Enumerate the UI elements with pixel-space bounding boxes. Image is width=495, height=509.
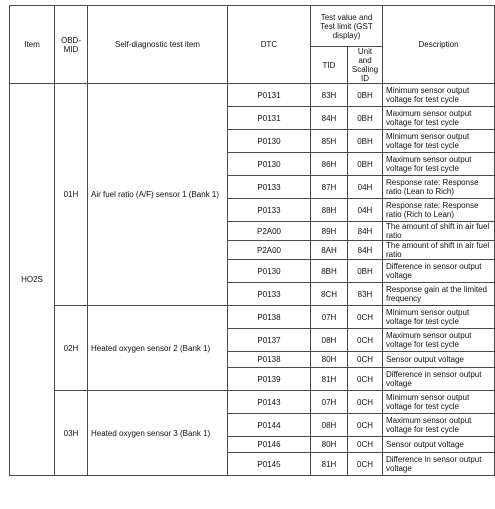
tid-cell: 87H [311, 176, 348, 199]
unit-scaling-cell: 84H [348, 222, 383, 241]
description-cell: Minimum sensor output voltage for test cycle [383, 391, 495, 414]
unit-scaling-cell: 0BH [348, 130, 383, 153]
header-description: Description [383, 6, 495, 84]
unit-scaling-cell: 0CH [348, 329, 383, 352]
description-cell: Response gain at the limited frequency [383, 283, 495, 306]
tid-cell: 8AH [311, 241, 348, 260]
description-cell: Response rate: Response ratio (Lean to Rich) [383, 176, 495, 199]
obd-table-container [9, 5, 495, 476]
description-cell: Difference in sensor output voltage [383, 453, 495, 476]
dtc-cell: P0138 [228, 306, 311, 329]
obd-self-diagnostic-table [9, 5, 495, 476]
header-unit-scaling-id: Unit and Scaling ID [348, 47, 383, 84]
description-cell: Minimum sensor output voltage for test cycle [383, 84, 495, 107]
unit-scaling-cell: 0CH [348, 391, 383, 414]
tid-cell: 80H [311, 437, 348, 453]
tid-cell: 80H [311, 352, 348, 368]
header-tid: TID [311, 47, 348, 84]
unit-scaling-cell: 0BH [348, 84, 383, 107]
description-cell: Maximum sensor output voltage for test cycle [383, 414, 495, 437]
tid-cell: 83H [311, 84, 348, 107]
item-cell: HO2S [10, 84, 55, 476]
obd-mid-cell: 03H [55, 391, 88, 476]
dtc-cell: P0130 [228, 130, 311, 153]
tid-cell: 85H [311, 130, 348, 153]
dtc-cell: P0131 [228, 84, 311, 107]
description-cell: Minimum sensor output voltage for test cycle [383, 306, 495, 329]
unit-scaling-cell: 04H [348, 199, 383, 222]
dtc-cell: P0133 [228, 199, 311, 222]
tid-cell: 81H [311, 368, 348, 391]
unit-scaling-cell: 0CH [348, 414, 383, 437]
obd-mid-cell: 02H [55, 306, 88, 391]
test-item-cell: Air fuel ratio (A/F) sensor 1 (Bank 1) [88, 84, 228, 306]
tid-cell: 08H [311, 414, 348, 437]
unit-scaling-cell: 83H [348, 283, 383, 306]
dtc-cell: P0143 [228, 391, 311, 414]
description-cell: Minimum sensor output voltage for test cycle [383, 130, 495, 153]
unit-scaling-cell: 04H [348, 176, 383, 199]
unit-scaling-cell: 0BH [348, 153, 383, 176]
unit-scaling-cell: 0BH [348, 107, 383, 130]
dtc-cell: P2A00 [228, 241, 311, 260]
header-test-value-group: Test value and Test limit (GST display) [311, 6, 383, 47]
dtc-cell: P0133 [228, 176, 311, 199]
header-dtc: DTC [228, 6, 311, 84]
description-cell: Sensor output voltage [383, 352, 495, 368]
dtc-cell: P0146 [228, 437, 311, 453]
description-cell: The amount of shift in air fuel ratio [383, 222, 495, 241]
unit-scaling-cell: 0CH [348, 352, 383, 368]
dtc-cell: P0137 [228, 329, 311, 352]
dtc-cell: P0145 [228, 453, 311, 476]
unit-scaling-cell: 0CH [348, 306, 383, 329]
test-item-cell: Heated oxygen sensor 3 (Bank 1) [88, 391, 228, 476]
description-cell: Sensor output voltage [383, 437, 495, 453]
description-cell: The amount of shift in air fuel ratio [383, 241, 495, 260]
unit-scaling-cell: 0CH [348, 453, 383, 476]
dtc-cell: P0130 [228, 153, 311, 176]
header-self-diagnostic-test-item: Self-diagnostic test item [88, 6, 228, 84]
table-row [10, 391, 495, 414]
description-cell: Maximum sensor output voltage for test cycle [383, 153, 495, 176]
table-row [10, 306, 495, 329]
dtc-cell: P2A00 [228, 222, 311, 241]
tid-cell: 8BH [311, 260, 348, 283]
dtc-cell: P0130 [228, 260, 311, 283]
obd-mid-cell: 01H [55, 84, 88, 306]
table-row [10, 84, 495, 107]
dtc-cell: P0139 [228, 368, 311, 391]
unit-scaling-cell: 0CH [348, 437, 383, 453]
header-item: Item [10, 6, 55, 84]
tid-cell: 07H [311, 306, 348, 329]
description-cell: Difference in sensor output voltage [383, 368, 495, 391]
tid-cell: 89H [311, 222, 348, 241]
unit-scaling-cell: 84H [348, 241, 383, 260]
tid-cell: 08H [311, 329, 348, 352]
tid-cell: 88H [311, 199, 348, 222]
dtc-cell: P0138 [228, 352, 311, 368]
test-item-cell: Heated oxygen sensor 2 (Bank 1) [88, 306, 228, 391]
dtc-cell: P0133 [228, 283, 311, 306]
unit-scaling-cell: 0BH [348, 260, 383, 283]
tid-cell: 86H [311, 153, 348, 176]
description-cell: Response rate: Response ratio (Rich to Lean) [383, 199, 495, 222]
tid-cell: 8CH [311, 283, 348, 306]
tid-cell: 07H [311, 391, 348, 414]
header-obd-mid: OBD-MID [55, 6, 88, 84]
description-cell: Maximum sensor output voltage for test cycle [383, 329, 495, 352]
description-cell: Difference in sensor output voltage [383, 260, 495, 283]
description-cell: Maximum sensor output voltage for test cycle [383, 107, 495, 130]
unit-scaling-cell: 0CH [348, 368, 383, 391]
tid-cell: 84H [311, 107, 348, 130]
tid-cell: 81H [311, 453, 348, 476]
dtc-cell: P0131 [228, 107, 311, 130]
dtc-cell: P0144 [228, 414, 311, 437]
